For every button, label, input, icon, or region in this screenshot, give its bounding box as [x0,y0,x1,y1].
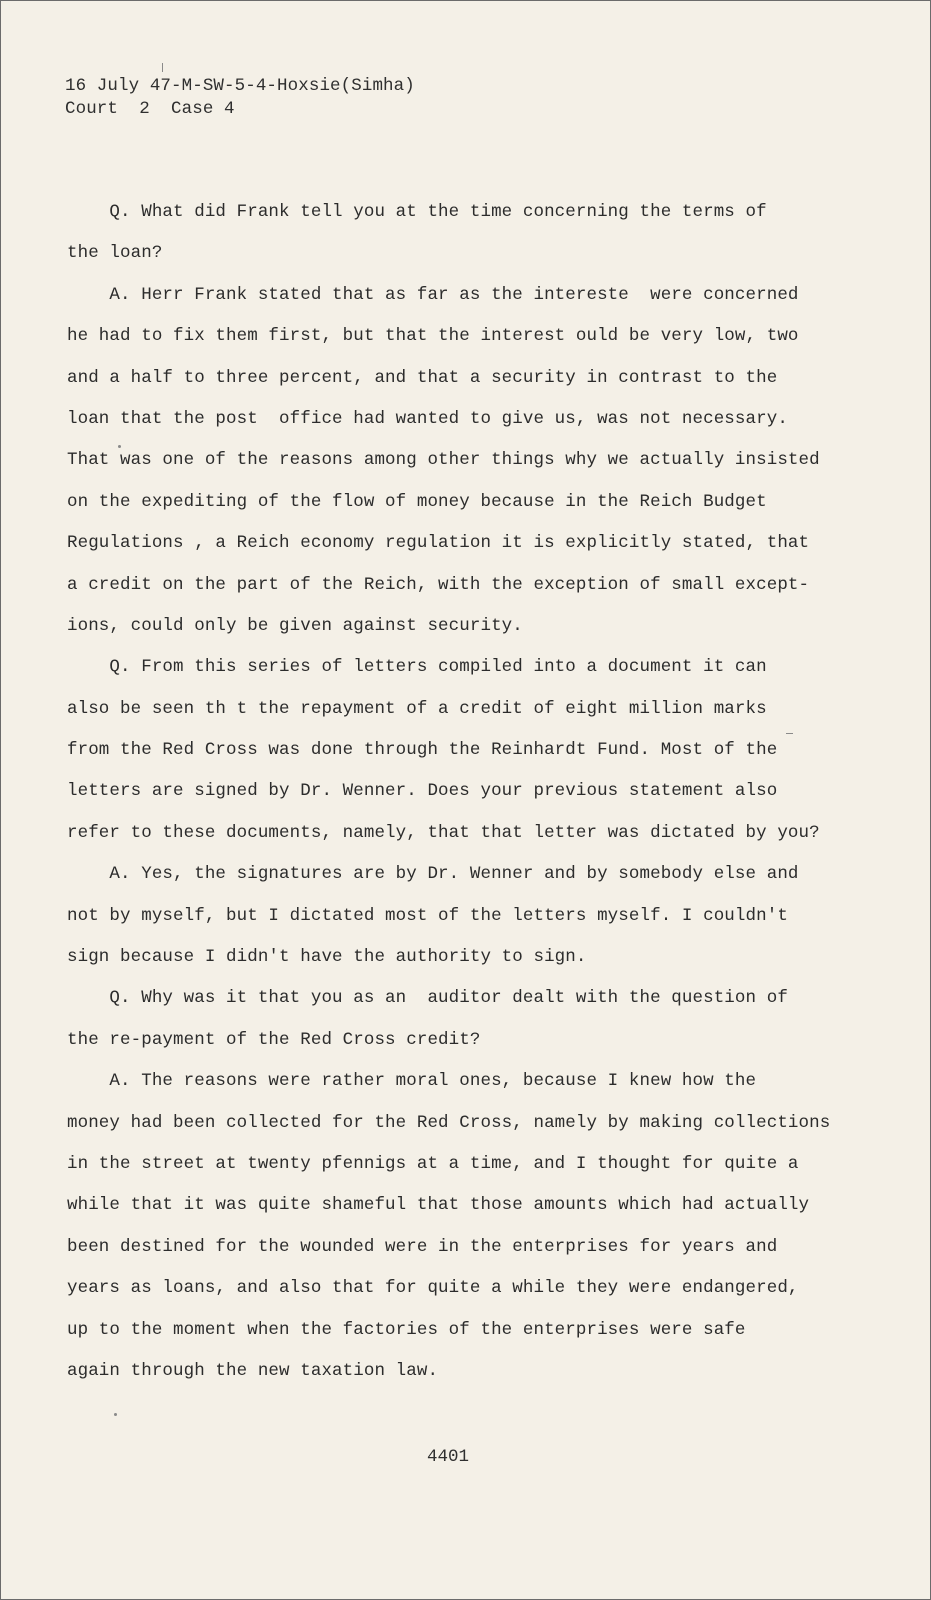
transcript-line: money had been collected for the Red Cross, namely by making collections [67,1112,831,1133]
transcript-line: while that it was quite shameful that those amounts which had actually [67,1195,810,1216]
transcript-line: he had to fix them first, but that the interest ould be very low, two [67,326,799,347]
transcript-line: in the street at twenty pfennigs at a time, and I thought for quite a [67,1153,799,1174]
transcript-line: been destined for the wounded were in the enterprises for years and [67,1236,778,1257]
page-number: 4401 [427,1447,470,1467]
transcript-line: letters are signed by Dr. Wenner. Does your previous statement also [67,781,778,802]
paper-speck [114,1413,117,1416]
transcript-line: loan that the post office had wanted to give us, was not necessary. [67,408,788,429]
transcript-line: up to the moment when the factories of the enterprises were safe [67,1319,746,1340]
transcript-line: years as loans, and also that for quite a while they were endangered, [67,1278,799,1299]
transcript-line: a credit on the part of the Reich, with the exception of small except- [67,574,810,595]
transcript-line: A. The reasons were rather moral ones, because I knew how the [67,1071,757,1092]
transcript-line: A. Herr Frank stated that as far as the intereste were concerned [67,284,799,305]
transcript-line: Q. From this series of letters compiled into a document it can [67,657,767,678]
transcript-line: Q. Why was it that you as an auditor dealt with the question of [67,988,788,1009]
transcript-line: also be seen th t the repayment of a credit of eight million marks [67,698,767,719]
transcript-line: not by myself, but I dictated most of the letters myself. I couldn't [67,905,788,926]
transcript-line: again through the new taxation law. [67,1360,439,1381]
transcript-line: That was one of the reasons among other things why we actually insisted [67,450,820,471]
transcript-line: and a half to three percent, and that a security in contrast to the [67,367,778,388]
transcript-line: the loan? [67,243,163,264]
transcript-line: ions, could only be given against security. [67,615,523,636]
transcript-line: refer to these documents, namely, that that letter was dictated by you? [67,822,820,843]
transcript-line: from the Red Cross was done through the Reinhardt Fund. Most of the [67,740,778,761]
paper-speck [786,733,793,734]
transcript-line: sign because I didn't have the authority to sign. [67,947,587,968]
paper-speck [118,445,121,448]
transcript-line: Q. What did Frank tell you at the time concerning the terms of [67,202,767,222]
paper-speck [162,63,163,72]
transcript-line: A. Yes, the signatures are by Dr. Wenner and by somebody else and [67,864,799,885]
transcript-line: on the expediting of the flow of money because in the Reich Budget [67,491,767,512]
transcript-line: the re-payment of the Red Cross credit? [67,1029,481,1050]
document-header [65,75,415,121]
transcript-line: Regulations , a Reich economy regulation it is explicitly stated, that [67,533,810,554]
header-line-court-case: Court 2 Case 4 [65,99,235,119]
transcript-body [67,197,831,1397]
header-line-date-reference: 16 July 47-M-SW-5-4-Hoxsie(Simha) [65,76,415,96]
